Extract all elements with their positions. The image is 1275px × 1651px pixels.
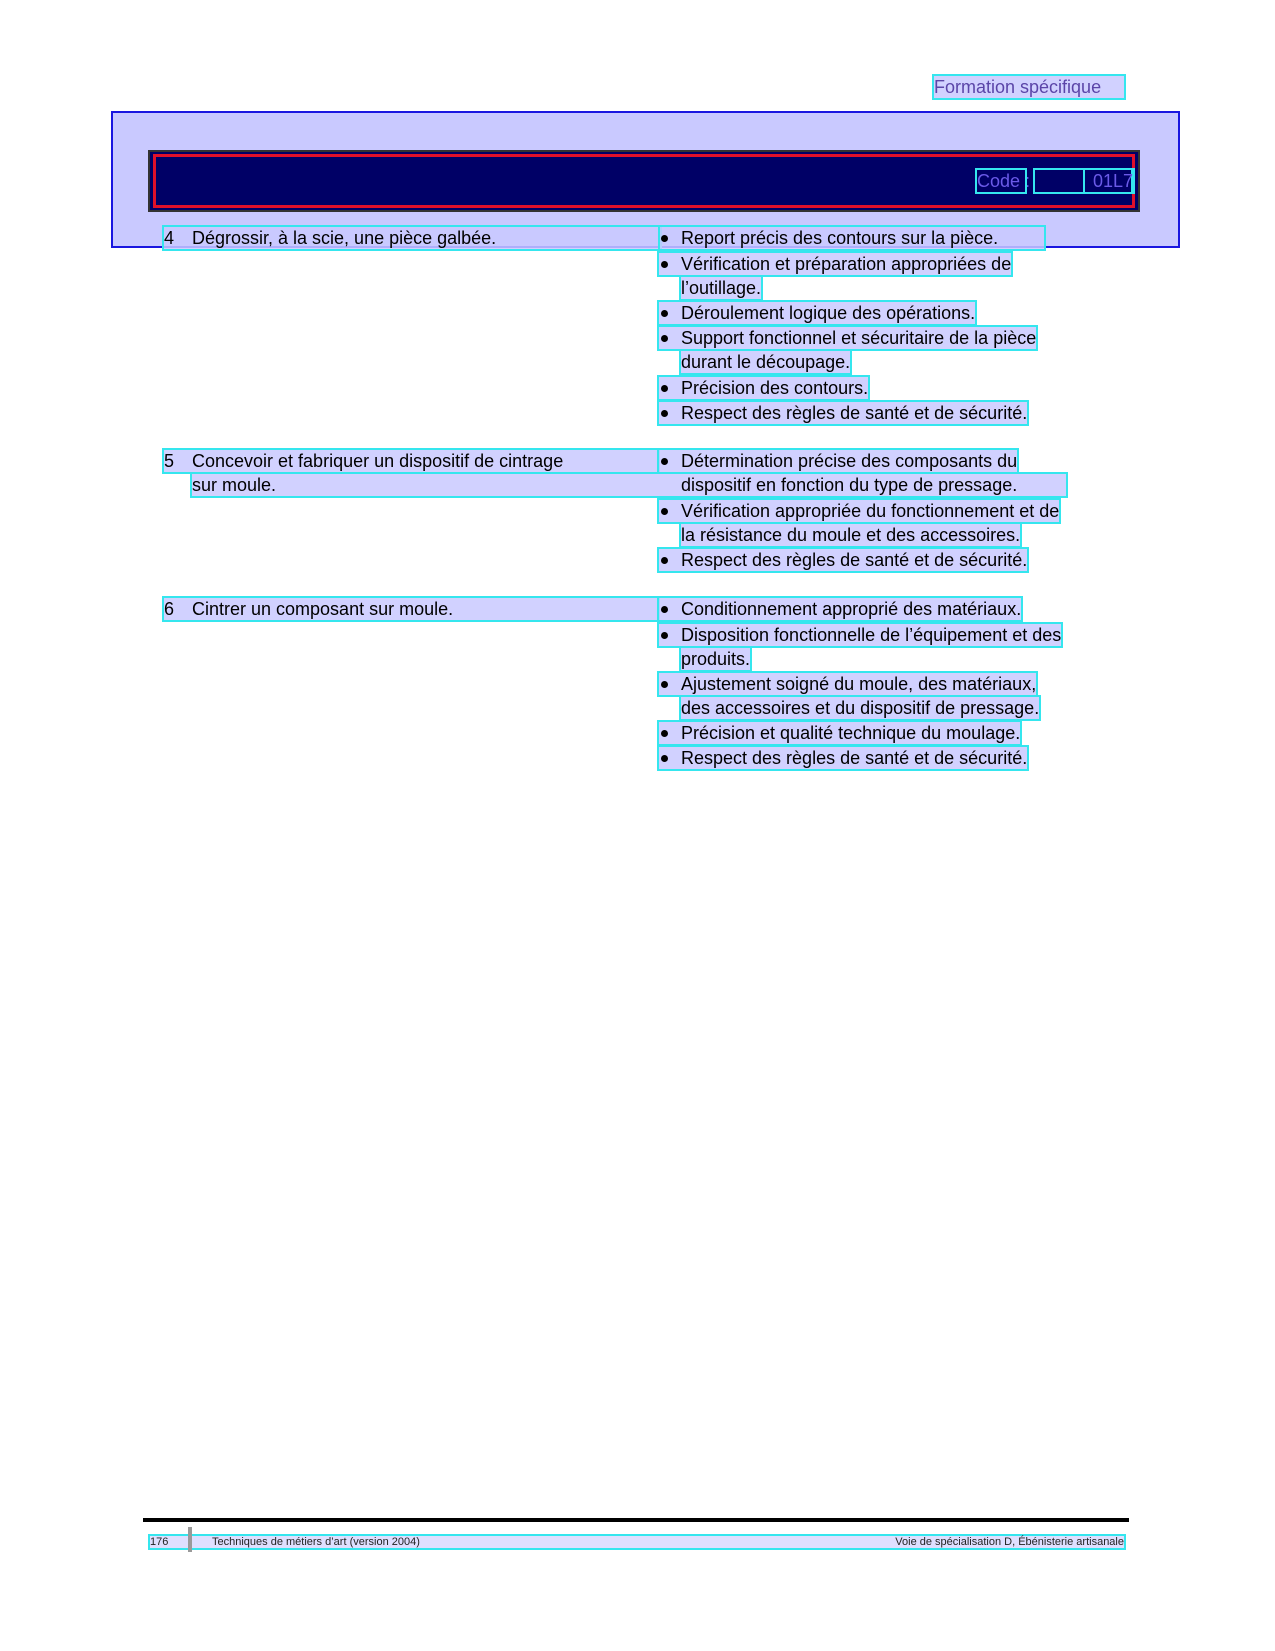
criterion-item: Disposition fonctionnelle de l’équipement et des <box>659 624 1061 646</box>
criterion-continuation: la résistance du moule et des accessoires. <box>681 525 1021 545</box>
document-title: Techniques de métiers d’art (version 2004) <box>212 1536 420 1548</box>
criterion-item: Déroulement logique des opérations. <box>659 302 975 324</box>
objective-number: 6 <box>164 599 175 619</box>
objective-4 <box>164 227 660 249</box>
criterion-continuation: des accessoires et du dispositif de pressage. <box>681 698 1040 718</box>
criterion-item: Conditionnement approprié des matériaux. <box>659 598 1021 620</box>
criterion-continuation: dispositif en fonction du type de pressage. <box>681 475 1018 495</box>
criterion-continuation: l’outillage. <box>681 278 762 298</box>
section-label: Formation spécifique <box>934 76 1124 98</box>
footer-rule <box>143 1518 1129 1522</box>
criterion-item: Respect des règles de santé et de sécurité. <box>659 747 1027 769</box>
criterion-item: Précision des contours. <box>659 377 868 399</box>
criterion-continuation: durant le découpage. <box>681 352 851 372</box>
criterion-item: Respect des règles de santé et de sécurité. <box>659 402 1027 424</box>
code-label: Code : <box>977 171 1031 191</box>
specialization-label: Voie de spécialisation D, Ébénisterie artisanale <box>895 1536 1124 1548</box>
objective-text: Concevoir et fabriquer un dispositif de cintrage <box>192 451 564 471</box>
objective-text: Cintrer un composant sur moule. <box>192 599 454 619</box>
criterion-item: Respect des règles de santé et de sécurité. <box>659 549 1027 571</box>
criterion-item: Report précis des contours sur la pièce. <box>659 227 998 249</box>
objective-number: 4 <box>164 228 175 248</box>
code-value: 01L7 <box>1085 170 1133 192</box>
criterion-item: Support fonctionnel et sécuritaire de la pièce <box>659 327 1036 349</box>
objective-number: 5 <box>164 451 175 471</box>
footer-separator <box>188 1527 192 1552</box>
criterion-item: Vérification appropriée du fonctionnement et de <box>659 500 1059 522</box>
objective-6 <box>164 598 658 620</box>
objective-continuation: sur moule. <box>192 474 1066 496</box>
objective-text: Dégrossir, à la scie, une pièce galbée. <box>192 228 497 248</box>
page-footer <box>150 1536 1124 1548</box>
criterion-item: Ajustement soigné du moule, des matériaux, <box>659 673 1036 695</box>
criterion-item: Détermination précise des composants du <box>659 450 1017 472</box>
criterion-item: Précision et qualité technique du moulage. <box>659 722 1020 744</box>
criterion-continuation: produits. <box>681 649 751 669</box>
criterion-item: Vérification et préparation appropriées de <box>659 253 1011 275</box>
page-number: 176 <box>150 1536 169 1548</box>
objective-5 <box>164 450 658 472</box>
